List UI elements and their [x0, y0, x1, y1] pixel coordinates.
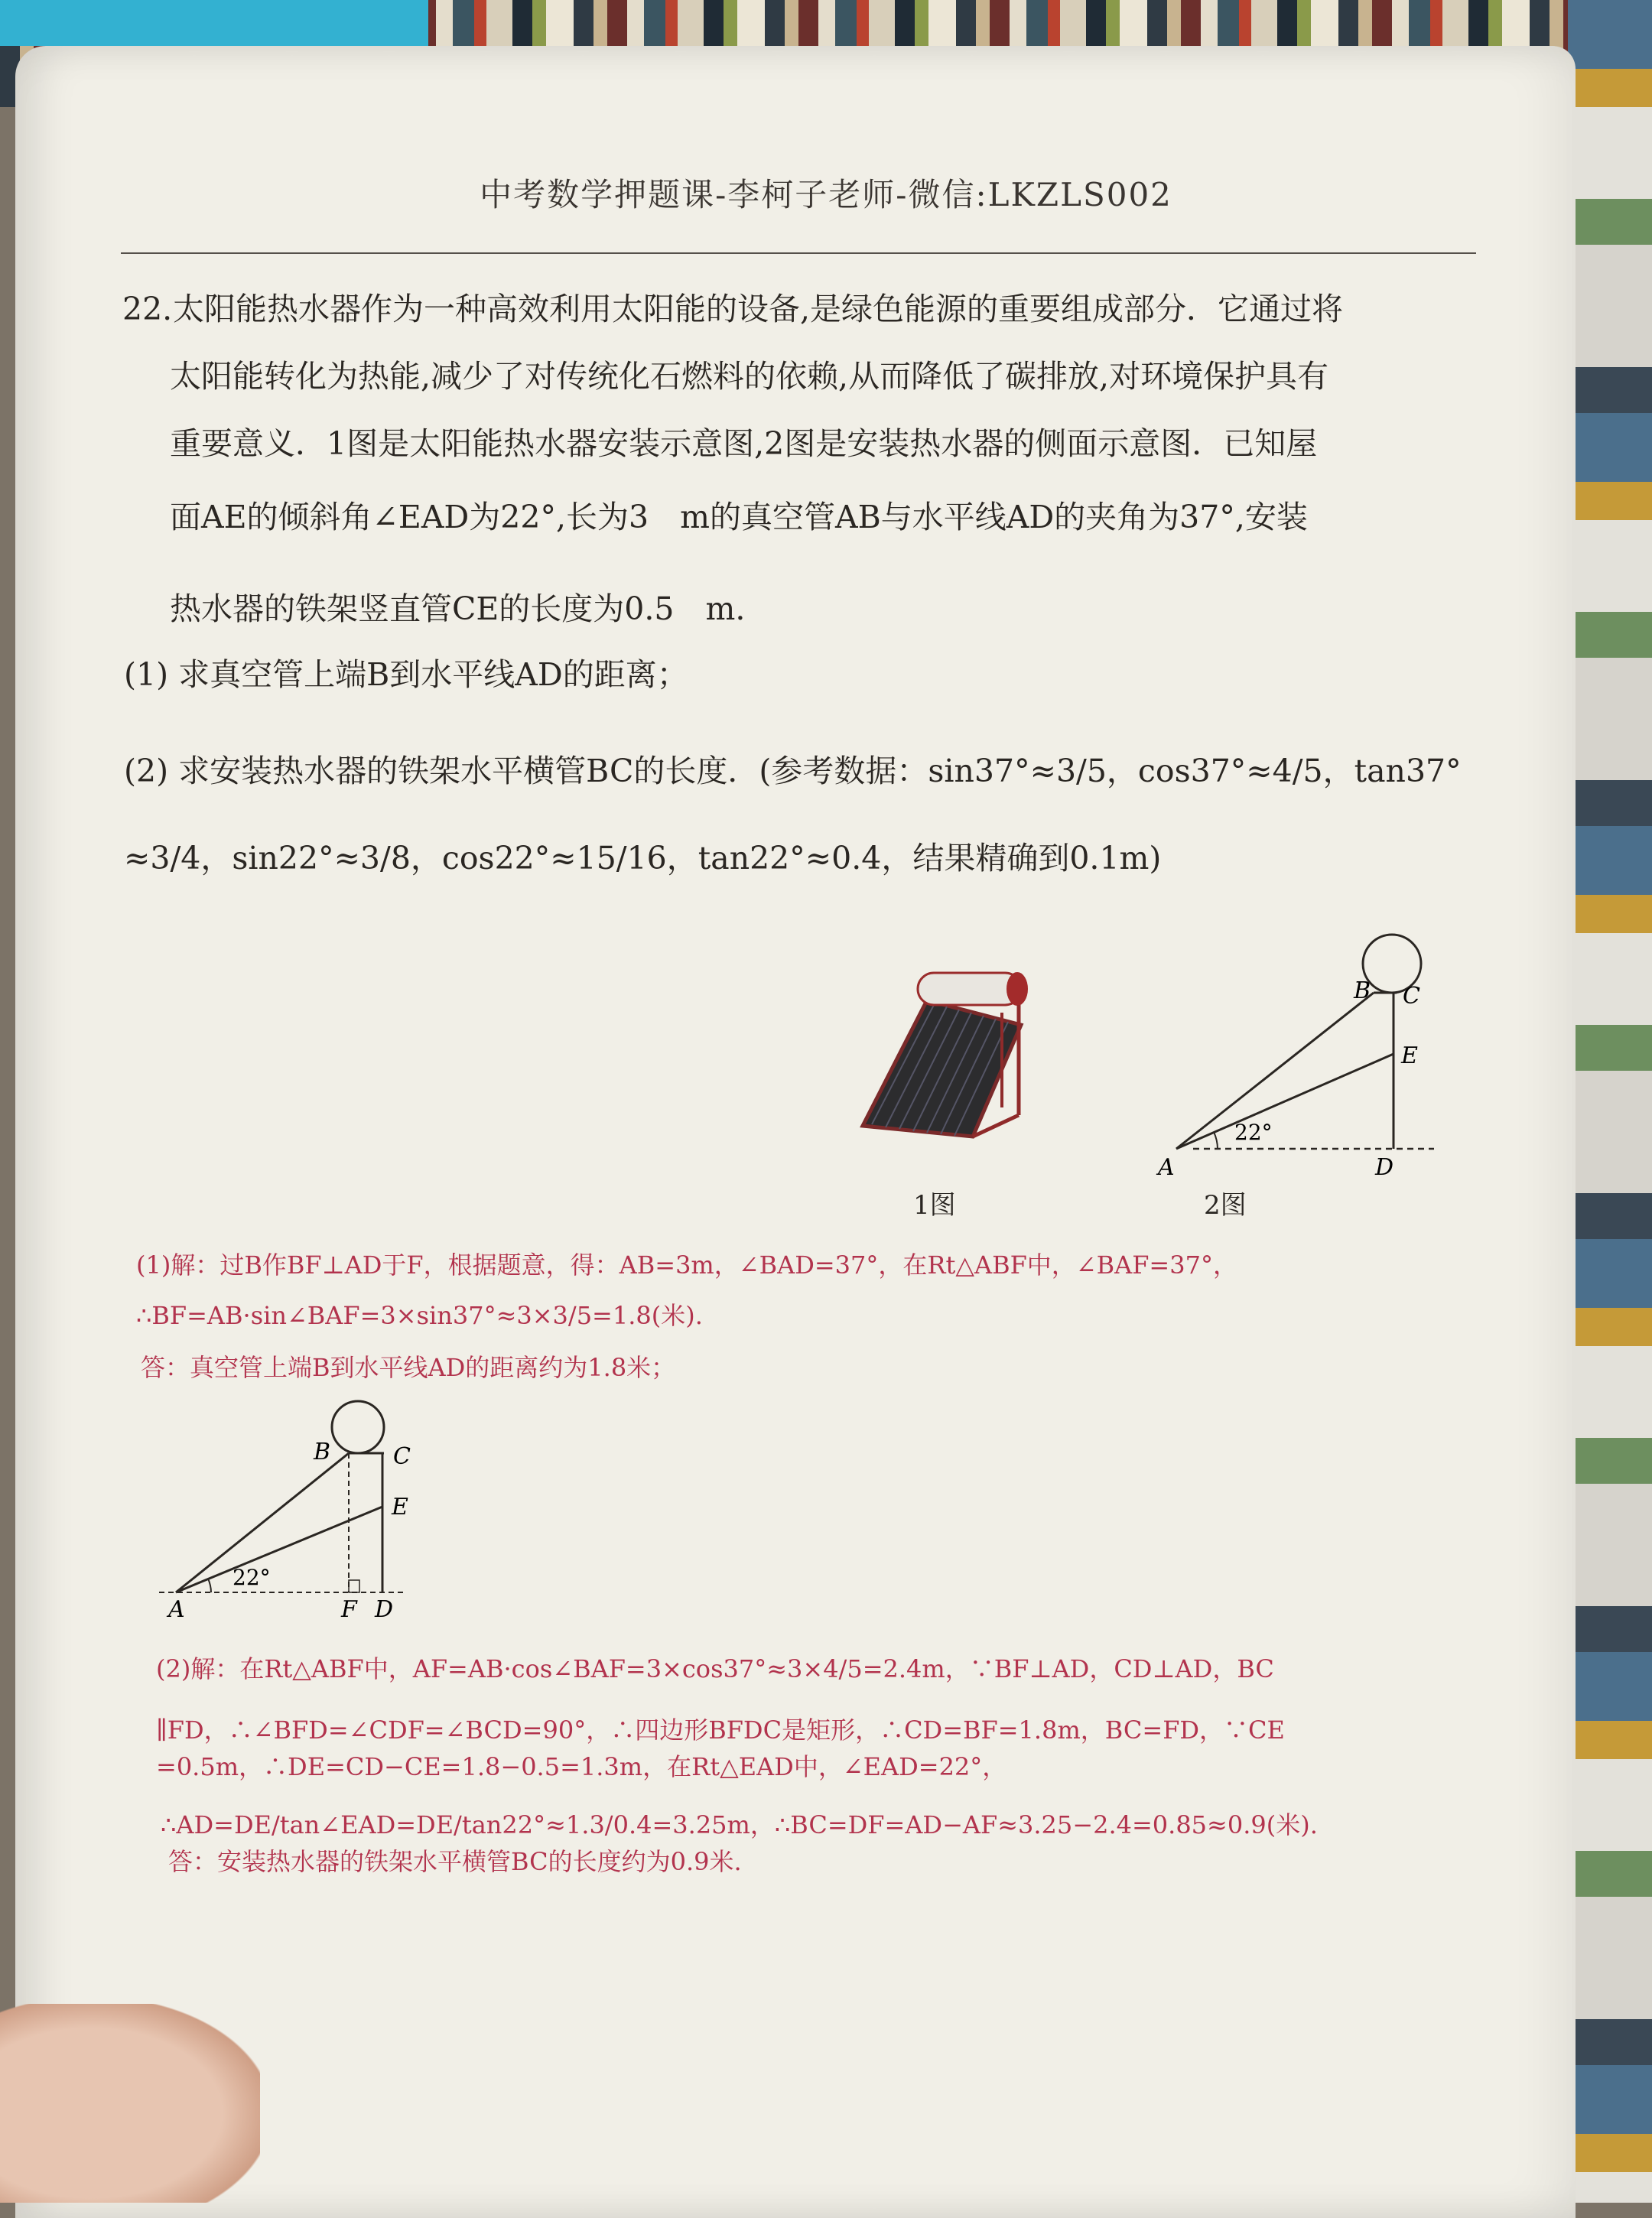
solution-2-line-2: ∥FD，∴∠BFD=∠CDF=∠BCD=90°，∴四边形BFDC是矩形，∴CD=BF=1.8m，BC=FD，∵CE [156, 1716, 1285, 1745]
page-header: 中考数学押题课-李柯子老师-微信:LKZLS002 [480, 176, 1172, 213]
solution-1-line-2: ∴BF=AB·sin∠BAF=3×sin37°≈3×3/5=1.8(米). [136, 1301, 703, 1330]
label-B: B [1354, 977, 1371, 1004]
problem-line-5: 热水器的铁架竖直管CE的长度为0.5 m. [170, 590, 746, 627]
figure-2-diagram [1147, 925, 1453, 1178]
label-D: D [1375, 1154, 1394, 1178]
book-spine-tab [0, 0, 428, 46]
problem-part-1: (1) 求真空管上端B到水平线AD的距离； [124, 656, 688, 693]
solution-1-line-1: (1)解：过B作BF⊥AD于F，根据题意，得：AB=3m，∠BAD=37°，在Rt△ABF中，∠BAF=37°， [136, 1250, 1237, 1280]
bookshelf-side [1568, 0, 1652, 2203]
problem-part-2-line-2: ≈3/4，sin22°≈3/8，cos22°≈15/16，tan22°≈0.4，结果精确到0.1m) [124, 840, 1162, 876]
label-E: E [1401, 1042, 1418, 1069]
solution-diagram [153, 1392, 444, 1621]
figure-1-caption: 1图 [913, 1190, 956, 1221]
solution-angle-label: 22° [233, 1565, 271, 1590]
solution-2-answer: 答：安装热水器的铁架水平横管BC的长度约为0.9米. [168, 1847, 742, 1876]
solution-label-F: F [341, 1596, 357, 1621]
label-A: A [1158, 1154, 1175, 1178]
problem-number: 22. [122, 291, 173, 327]
solution-label-D: D [375, 1596, 394, 1621]
problem-line-3: 重要意义．1图是太阳能热水器安装示意图,2图是安装热水器的侧面示意图．已知屋 [170, 425, 1318, 462]
problem-line-1: 太阳能热水器作为一种高效利用太阳能的设备,是绿色能源的重要组成部分．它通过将 [173, 291, 1344, 327]
problem-part-2-line-1: (2) 求安装热水器的铁架水平横管BC的长度．(参考数据：sin37°≈3/5，cos37°≈4/5，tan37° [124, 753, 1462, 789]
figure-2-caption: 2图 [1204, 1190, 1247, 1221]
problem-line-4: 面AE的倾斜角∠EAD为22°,长为3 m的真空管AB与水平线AD的夹角为37°,安装 [170, 499, 1308, 535]
header-rule [121, 252, 1476, 254]
solution-2-line-1: (2)解：在Rt△ABF中，AF=AB·cos∠BAF=3×cos37°≈3×4/5=2.4m，∵BF⊥AD，CD⊥AD，BC [156, 1654, 1274, 1683]
solution-2-line-4: ∴AD=DE/tan∠EAD=DE/tan22°≈1.3/0.4=3.25m，∴BC=DF=AD−AF≈3.25−2.4=0.85≈0.9(米). [161, 1810, 1318, 1839]
solution-2-line-3: =0.5m，∴DE=CD−CE=1.8−0.5=1.3m，在Rt△EAD中，∠EAD=22°， [156, 1752, 1007, 1781]
solution-label-B: B [314, 1439, 331, 1465]
thumb [0, 2004, 260, 2203]
solar-heater-illustration [841, 956, 1040, 1140]
solution-label-C: C [393, 1443, 411, 1470]
solution-label-E: E [392, 1494, 408, 1520]
solution-1-answer: 答：真空管上端B到水平线AD的距离约为1.8米； [141, 1353, 676, 1382]
angle-label: 22° [1234, 1120, 1273, 1145]
solution-label-A: A [168, 1596, 185, 1621]
problem-line-2: 太阳能转化为热能,减少了对传统化石燃料的依赖,从而降低了碳排放,对环境保护具有 [170, 358, 1329, 395]
label-C: C [1403, 983, 1420, 1010]
